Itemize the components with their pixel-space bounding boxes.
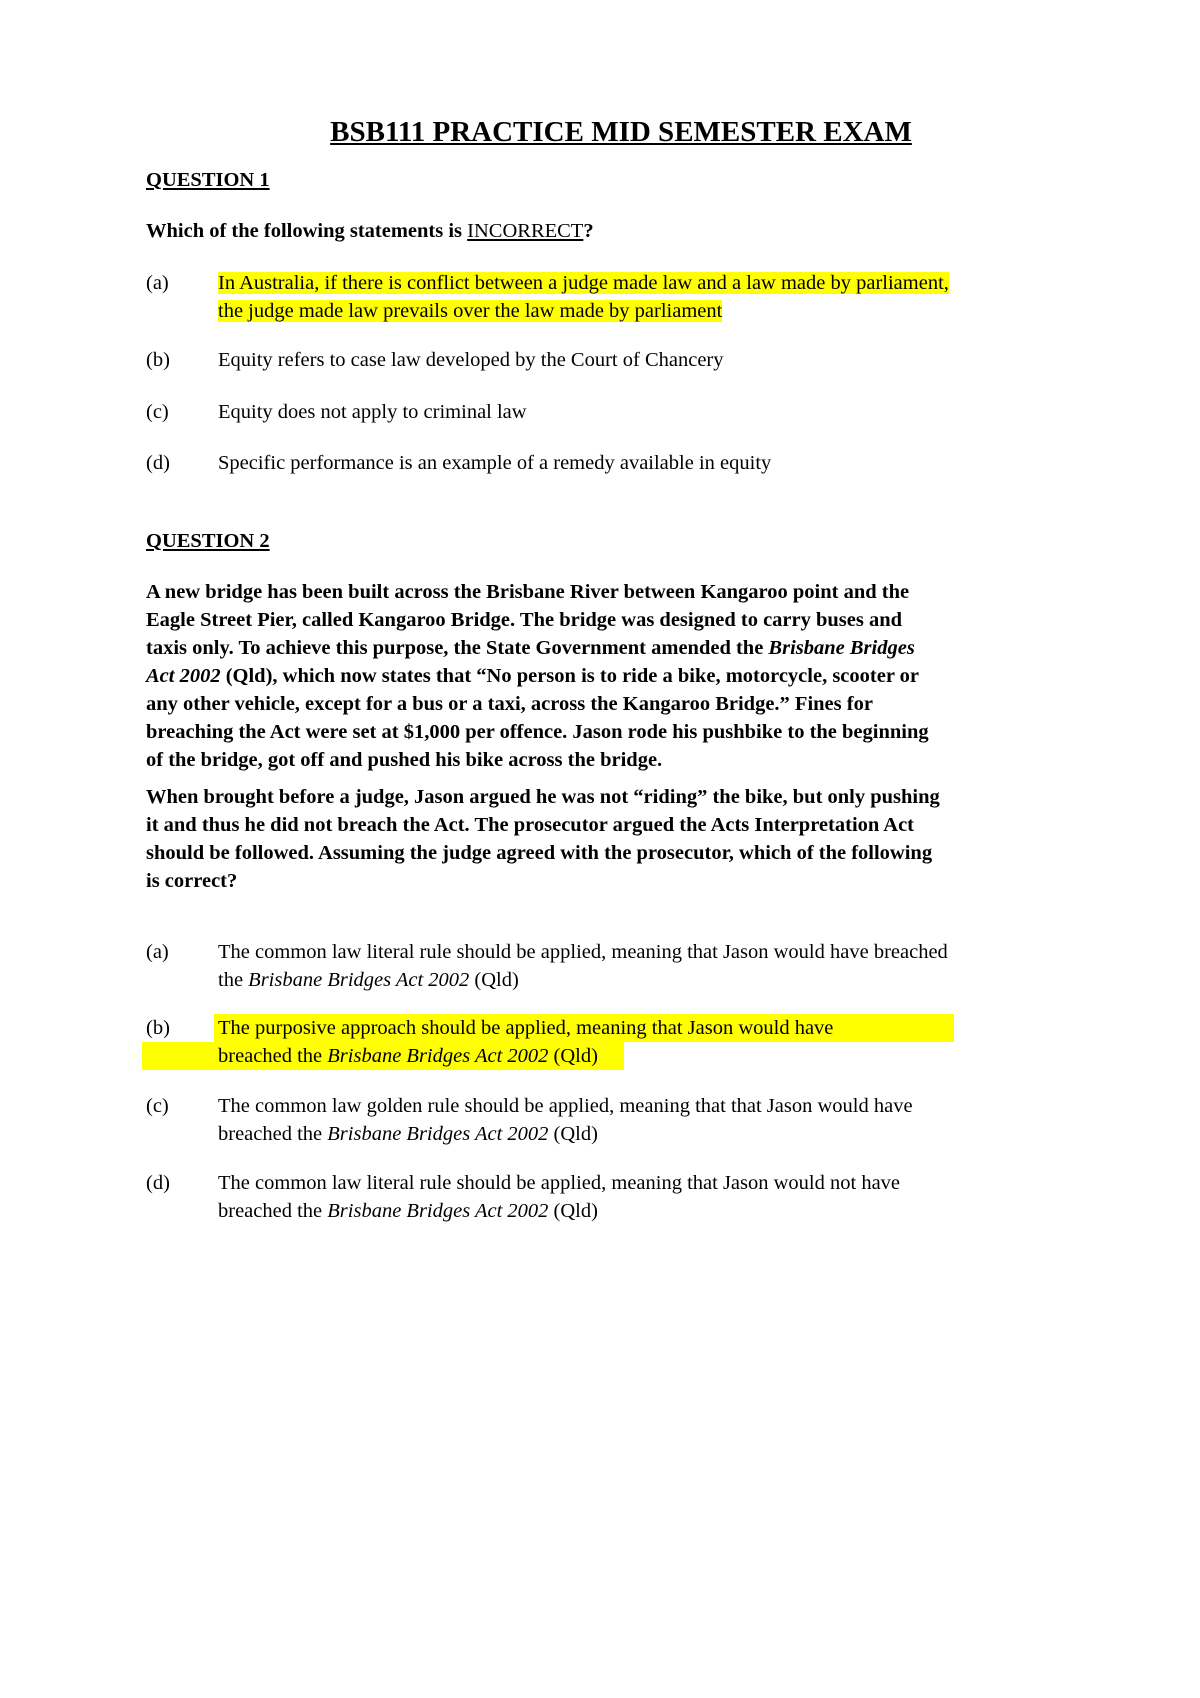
- option-text: [218, 1169, 1098, 1225]
- question-2-scenario: [146, 578, 1096, 774]
- act-title-italic: Brisbane Bridges Act 2002: [327, 1200, 549, 1222]
- scenario-line: taxis only. To achieve this purpose, the State Government amended the: [146, 637, 769, 659]
- jurisdiction: (Qld): [548, 1200, 598, 1222]
- scenario-line: any other vehicle, except for a bus or a taxi, across the Kangaroo Bridge.” Fines for: [146, 693, 873, 715]
- option-letter: (d): [146, 452, 170, 474]
- stem-line: When brought before a judge, Jason argued he was not “riding” the bike, but only pushing: [146, 786, 940, 808]
- act-title-italic: Brisbane Bridges Act 2002: [248, 969, 470, 991]
- option-letter: (a): [146, 272, 169, 294]
- jurisdiction: (Qld): [548, 1045, 598, 1067]
- option-letter: (a): [146, 941, 169, 963]
- scenario-line: of the bridge, got off and pushed his bike across the bridge.: [146, 749, 663, 771]
- act-title-italic: Act 2002: [146, 665, 221, 687]
- highlighted-answer-line-2-prefix: breached the: [218, 1045, 328, 1067]
- option-line-1: The common law golden rule should be applied, meaning that that Jason would have: [218, 1095, 913, 1117]
- option-letter: (d): [146, 1172, 170, 1194]
- option-text: Equity does not apply to criminal law: [218, 401, 527, 423]
- scenario-line: (Qld), which now states that “No person is to ride a bike, motorcycle, scooter or: [220, 665, 920, 687]
- highlighted-answer-line-1: In Australia, if there is conflict between a judge made law and a law made by parliament,: [218, 272, 949, 294]
- jurisdiction: (Qld): [469, 969, 519, 991]
- question-2-stem: [146, 783, 1096, 895]
- option-line-1: The common law literal rule should be applied, meaning that Jason would not have: [218, 1172, 901, 1194]
- scenario-line: Eagle Street Pier, called Kangaroo Bridge. The bridge was designed to carry buses and: [146, 609, 903, 631]
- option-letter: (c): [146, 401, 169, 423]
- option-line-2-prefix: breached the: [218, 1123, 328, 1145]
- highlighted-answer-line-1: The purposive approach should be applied, meaning that Jason would have: [218, 1017, 834, 1039]
- option-text: Equity refers to case law developed by the Court of Chancery: [218, 349, 724, 371]
- highlighted-answer-line-2: the judge made law prevails over the law made by parliament: [218, 300, 723, 322]
- option-letter: (c): [146, 1095, 169, 1117]
- stem-line: it and thus he did not breach the Act. The prosecutor argued the Acts Interpretation Act: [146, 814, 915, 836]
- option-letter: (b): [146, 349, 170, 371]
- question-1-stem-emphasis: INCORRECT: [467, 220, 584, 242]
- exam-title: BSB111 PRACTICE MID SEMESTER EXAM: [330, 116, 912, 148]
- option-text: [218, 1092, 1098, 1148]
- scenario-line: breaching the Act were set at $1,000 per offence. Jason rode his pushbike to the beginning: [146, 721, 929, 743]
- question-1-stem: [146, 217, 1096, 245]
- option-text: [218, 938, 1098, 994]
- option-text: [218, 269, 1098, 325]
- question-1-stem-prefix: Which of the following statements is: [146, 220, 468, 242]
- act-title-italic: Brisbane Bridges Act 2002: [327, 1045, 549, 1067]
- stem-line: is correct?: [146, 870, 238, 892]
- act-title-italic: Brisbane Bridges: [768, 637, 915, 659]
- option-line-2-prefix: the: [218, 969, 249, 991]
- jurisdiction: (Qld): [548, 1123, 598, 1145]
- option-text: [218, 1014, 1098, 1070]
- option-letter: (b): [146, 1017, 170, 1039]
- stem-line: should be followed. Assuming the judge agreed with the prosecutor, which of the following: [146, 842, 933, 864]
- question-1-heading: QUESTION 1: [146, 169, 270, 191]
- act-title-italic: Brisbane Bridges Act 2002: [327, 1123, 549, 1145]
- option-text: Specific performance is an example of a remedy available in equity: [218, 452, 772, 474]
- option-line-1: The common law literal rule should be applied, meaning that Jason would have breached: [218, 941, 948, 963]
- question-2-heading: QUESTION 2: [146, 530, 270, 552]
- question-1-stem-suffix: ?: [583, 220, 594, 242]
- scenario-line: A new bridge has been built across the Brisbane River between Kangaroo point and the: [146, 581, 910, 603]
- option-line-2-prefix: breached the: [218, 1200, 328, 1222]
